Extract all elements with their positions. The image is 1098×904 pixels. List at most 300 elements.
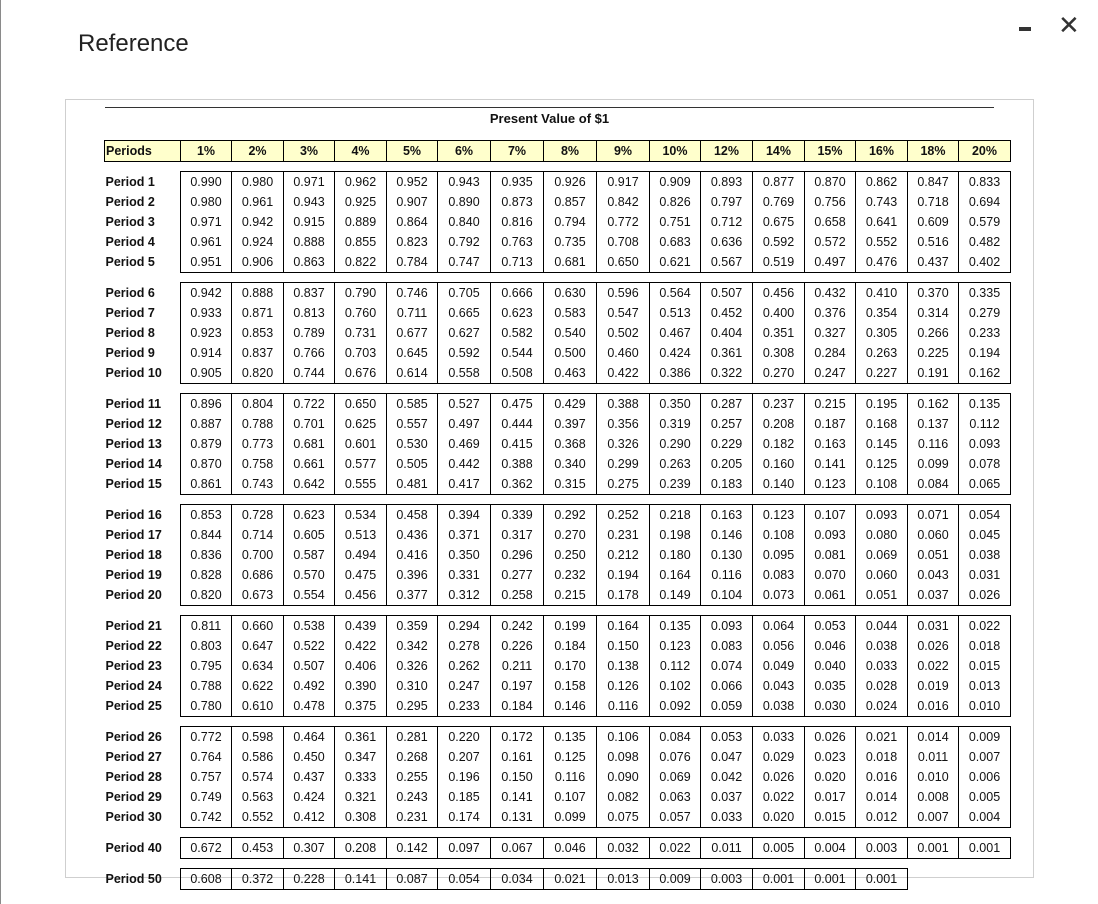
group-spacer [105, 859, 1011, 869]
table-row [105, 363, 1011, 384]
pv-cell: 0.080 [856, 525, 908, 545]
minimize-icon [1019, 27, 1031, 31]
pv-cell: 0.211 [491, 656, 544, 676]
table-row [105, 232, 1011, 252]
pv-cell: 0.150 [491, 767, 544, 787]
pv-cell: 0.453 [232, 838, 284, 859]
pv-cell: 0.507 [701, 283, 753, 304]
header-rate: 3% [284, 141, 335, 162]
period-label: Period 19 [105, 565, 181, 585]
pv-cell: 0.870 [181, 454, 232, 474]
pv-cell: 0.769 [753, 192, 805, 212]
pv-cell: 0.083 [701, 636, 753, 656]
pv-cell: 0.090 [597, 767, 650, 787]
pv-cell: 0.022 [650, 838, 701, 859]
pv-cell: 0.442 [438, 454, 491, 474]
pv-cell: 0.266 [908, 323, 959, 343]
pv-cell: 0.614 [387, 363, 438, 384]
pv-cell: 0.794 [544, 212, 597, 232]
pv-cell: 0.914 [181, 343, 232, 363]
pv-cell: 0.623 [491, 303, 544, 323]
pv-cell: 0.623 [284, 505, 335, 526]
period-label: Period 21 [105, 616, 181, 637]
pv-cell: 0.021 [856, 727, 908, 748]
pv-cell: 0.093 [856, 505, 908, 526]
table-row [105, 343, 1011, 363]
pv-cell: 0.415 [491, 434, 544, 454]
pv-cell: 0.522 [284, 636, 335, 656]
pv-cell: 0.123 [650, 636, 701, 656]
pv-cell: 0.475 [491, 394, 544, 415]
pv-cell: 0.980 [181, 192, 232, 212]
pv-cell: 0.469 [438, 434, 491, 454]
pv-cell: 0.570 [284, 565, 335, 585]
pv-cell: 0.625 [335, 414, 387, 434]
pv-cell: 0.538 [284, 616, 335, 637]
pv-cell: 0.713 [491, 252, 544, 273]
pv-cell: 0.634 [232, 656, 284, 676]
pv-cell: 0.482 [959, 232, 1011, 252]
period-label: Period 17 [105, 525, 181, 545]
pv-cell: 0.840 [438, 212, 491, 232]
pv-cell: 0.763 [491, 232, 544, 252]
header-rate: 8% [544, 141, 597, 162]
pv-cell: 0.098 [597, 747, 650, 767]
pv-cell: 0.180 [650, 545, 701, 565]
pv-cell: 0.804 [232, 394, 284, 415]
table-row [105, 323, 1011, 343]
period-label: Period 4 [105, 232, 181, 252]
table-row [105, 454, 1011, 474]
pv-cell: 0.277 [491, 565, 544, 585]
pv-cell: 0.284 [805, 343, 856, 363]
pv-cell: 0.587 [284, 545, 335, 565]
pv-cell: 0.564 [650, 283, 701, 304]
pv-cell: 0.178 [597, 585, 650, 606]
pv-cell: 0.020 [753, 807, 805, 828]
pv-cell: 0.863 [284, 252, 335, 273]
header-rate: 12% [701, 141, 753, 162]
pv-cell: 0.371 [438, 525, 491, 545]
pv-cell: 0.028 [856, 676, 908, 696]
pv-cell: 0.198 [650, 525, 701, 545]
pv-cell: 0.135 [544, 727, 597, 748]
pv-cell: 0.650 [335, 394, 387, 415]
period-label: Period 9 [105, 343, 181, 363]
pv-cell: 0.141 [805, 454, 856, 474]
pv-cell: 0.877 [753, 172, 805, 193]
header-rate: 5% [387, 141, 438, 162]
pv-cell: 0.507 [284, 656, 335, 676]
pv-cell: 0.605 [284, 525, 335, 545]
table-row [105, 434, 1011, 454]
pv-cell: 0.396 [387, 565, 438, 585]
table-row [105, 747, 1011, 767]
pv-cell: 0.033 [701, 807, 753, 828]
pv-cell: 0.056 [753, 636, 805, 656]
pv-cell: 0.270 [544, 525, 597, 545]
pv-cell: 0.053 [805, 616, 856, 637]
table-row [105, 636, 1011, 656]
pv-cell: 0.112 [650, 656, 701, 676]
pv-cell: 0.554 [284, 585, 335, 606]
table-row [105, 616, 1011, 637]
table-row [105, 414, 1011, 434]
pv-cell: 0.828 [181, 565, 232, 585]
pv-cell: 0.661 [284, 454, 335, 474]
pv-cell: 0.004 [959, 807, 1011, 828]
pv-cell: 0.703 [335, 343, 387, 363]
pv-cell: 0.228 [284, 869, 335, 890]
table-row [105, 545, 1011, 565]
period-label: Period 5 [105, 252, 181, 273]
pv-cell: 0.011 [908, 747, 959, 767]
group-spacer [105, 273, 1011, 283]
pv-cell: 0.043 [908, 565, 959, 585]
pv-cell: 0.572 [805, 232, 856, 252]
pv-cell: 0.033 [753, 727, 805, 748]
pv-cell: 0.243 [387, 787, 438, 807]
pv-cell: 0.579 [959, 212, 1011, 232]
pv-cell: 0.108 [753, 525, 805, 545]
pv-cell: 0.093 [805, 525, 856, 545]
period-label: Period 3 [105, 212, 181, 232]
pv-cell: 0.037 [908, 585, 959, 606]
pv-cell: 0.402 [959, 252, 1011, 273]
pv-cell: 0.463 [544, 363, 597, 384]
pv-cell: 0.813 [284, 303, 335, 323]
pv-cell: 0.310 [387, 676, 438, 696]
period-label: Period 29 [105, 787, 181, 807]
pv-cell: 0.066 [701, 676, 753, 696]
pv-cell: 0.683 [650, 232, 701, 252]
pv-cell: 0.038 [856, 636, 908, 656]
header-rate: 2% [232, 141, 284, 162]
pv-cell: 0.070 [805, 565, 856, 585]
pv-cell: 0.016 [856, 767, 908, 787]
pv-cell: 0.233 [959, 323, 1011, 343]
pv-cell: 0.658 [805, 212, 856, 232]
pv-cell: 0.935 [491, 172, 544, 193]
close-icon: ✕ [1058, 10, 1080, 40]
table-row [105, 505, 1011, 526]
pv-cell: 0.141 [335, 869, 387, 890]
pv-cell: 0.907 [387, 192, 438, 212]
pv-cell: 0.795 [181, 656, 232, 676]
pv-cell: 0.437 [284, 767, 335, 787]
header-rate: 4% [335, 141, 387, 162]
pv-cell: 0.673 [232, 585, 284, 606]
pv-cell: 0.037 [701, 787, 753, 807]
pv-cell: 0.233 [438, 696, 491, 717]
pv-cell: 0.057 [650, 807, 701, 828]
pv-cell: 0.686 [232, 565, 284, 585]
pv-cell: 0.372 [232, 869, 284, 890]
pv-cell: 0.731 [335, 323, 387, 343]
pv-cell: 0.361 [335, 727, 387, 748]
pv-cell: 0.642 [284, 474, 335, 495]
pv-cell: 0.887 [181, 414, 232, 434]
pv-cell: 0.861 [181, 474, 232, 495]
pv-cell: 0.803 [181, 636, 232, 656]
pv-cell: 0.158 [544, 676, 597, 696]
pv-cell: 0.339 [491, 505, 544, 526]
period-label: Period 18 [105, 545, 181, 565]
pv-cell: 0.287 [701, 394, 753, 415]
pv-cell: 0.123 [753, 505, 805, 526]
pv-cell: 0.015 [959, 656, 1011, 676]
pv-cell: 0.749 [181, 787, 232, 807]
pv-cell: 0.971 [284, 172, 335, 193]
pv-cell: 0.747 [438, 252, 491, 273]
pv-cell: 0.315 [544, 474, 597, 495]
period-label: Period 30 [105, 807, 181, 828]
pv-cell: 0.608 [181, 869, 232, 890]
pv-cell: 0.005 [959, 787, 1011, 807]
header-rate: 1% [181, 141, 232, 162]
pv-cell: 0.327 [805, 323, 856, 343]
pv-cell: 0.397 [544, 414, 597, 434]
table-row [105, 676, 1011, 696]
pv-cell: 0.464 [284, 727, 335, 748]
pv-cell: 0.672 [181, 838, 232, 859]
pv-cell: 0.022 [753, 787, 805, 807]
period-label: Period 1 [105, 172, 181, 193]
pv-cell: 0.429 [544, 394, 597, 415]
pv-cell: 0.319 [650, 414, 701, 434]
pv-cell: 0.252 [597, 505, 650, 526]
pv-cell: 0.069 [650, 767, 701, 787]
header-rate: 18% [908, 141, 959, 162]
table-row [105, 525, 1011, 545]
table-title: Present Value of $1 [489, 111, 610, 126]
pv-cell: 0.067 [491, 838, 544, 859]
pv-cell: 0.722 [284, 394, 335, 415]
pv-cell: 0.006 [959, 767, 1011, 787]
pv-cell: 0.555 [335, 474, 387, 495]
pv-cell: 0.010 [908, 767, 959, 787]
table-row [105, 838, 1011, 859]
pv-cell: 0.547 [597, 303, 650, 323]
pv-cell: 0.170 [544, 656, 597, 676]
period-label: Period 22 [105, 636, 181, 656]
pv-cell: 0.742 [181, 807, 232, 828]
pv-cell: 0.093 [701, 616, 753, 637]
pv-cell: 0.262 [438, 656, 491, 676]
pv-cell: 0.743 [232, 474, 284, 495]
pv-cell: 0.458 [387, 505, 438, 526]
pv-cell: 0.645 [387, 343, 438, 363]
pv-cell: 0.711 [387, 303, 438, 323]
pv-cell: 0.047 [701, 747, 753, 767]
pv-cell: 0.051 [908, 545, 959, 565]
pv-cell: 0.492 [284, 676, 335, 696]
pv-cell: 0.168 [856, 414, 908, 434]
pv-cell: 0.263 [856, 343, 908, 363]
pv-cell: 0.836 [181, 545, 232, 565]
pv-cell: 0.530 [387, 434, 438, 454]
pv-cell: 0.331 [438, 565, 491, 585]
pv-cell: 0.137 [908, 414, 959, 434]
pv-cell: 0.422 [597, 363, 650, 384]
pv-cell: 0.005 [753, 838, 805, 859]
pv-cell: 0.150 [597, 636, 650, 656]
pv-cell: 0.208 [753, 414, 805, 434]
pv-cell: 0.026 [753, 767, 805, 787]
pv-cell: 0.184 [544, 636, 597, 656]
pv-cell: 0.076 [650, 747, 701, 767]
pv-cell: 0.182 [753, 434, 805, 454]
pv-cell: 0.359 [387, 616, 438, 637]
pv-cell: 0.476 [856, 252, 908, 273]
pv-cell: 0.792 [438, 232, 491, 252]
pv-cell: 0.962 [335, 172, 387, 193]
pv-cell: 0.019 [908, 676, 959, 696]
pv-cell: 0.014 [856, 787, 908, 807]
group-spacer [105, 162, 1011, 172]
pv-cell: 0.574 [232, 767, 284, 787]
pv-cell: 0.675 [753, 212, 805, 232]
table-row [105, 696, 1011, 717]
close-button[interactable] [1058, 10, 1080, 40]
pv-cell: 0.751 [650, 212, 701, 232]
header-row [105, 141, 1011, 162]
pv-cell: 0.007 [908, 807, 959, 828]
period-label: Period 7 [105, 303, 181, 323]
pv-cell: 0.701 [284, 414, 335, 434]
pv-cell: 0.312 [438, 585, 491, 606]
pv-cell: 0.013 [959, 676, 1011, 696]
pv-cell: 0.864 [387, 212, 438, 232]
pv-cell: 0.296 [491, 545, 544, 565]
pv-cell: 0.784 [387, 252, 438, 273]
pv-cell: 0.961 [181, 232, 232, 252]
pv-cell: 0.138 [597, 656, 650, 676]
pv-cell: 0.879 [181, 434, 232, 454]
pv-cell: 0.361 [701, 343, 753, 363]
pv-cell: 0.906 [232, 252, 284, 273]
pv-cell: 0.820 [181, 585, 232, 606]
pv-cell: 0.255 [387, 767, 438, 787]
pv-cell: 0.093 [959, 434, 1011, 454]
pv-cell: 0.712 [701, 212, 753, 232]
pv-cell: 0.258 [491, 585, 544, 606]
pv-cell: 0.030 [805, 696, 856, 717]
pv-cell: 0.212 [597, 545, 650, 565]
pv-cell: 0.112 [959, 414, 1011, 434]
pv-cell: 0.961 [232, 192, 284, 212]
pv-cell: 0.820 [232, 363, 284, 384]
header-rate: 15% [805, 141, 856, 162]
pv-cell: 0.194 [597, 565, 650, 585]
pv-cell: 0.146 [701, 525, 753, 545]
pv-cell: 0.014 [908, 727, 959, 748]
pv-cell: 0.681 [284, 434, 335, 454]
pv-cell: 0.161 [491, 747, 544, 767]
table-row [105, 172, 1011, 193]
pv-cell: 0.215 [805, 394, 856, 415]
pv-cell: 0.263 [650, 454, 701, 474]
pv-cell: 0.001 [753, 869, 805, 890]
pv-cell: 0.926 [544, 172, 597, 193]
pv-cell: 0.758 [232, 454, 284, 474]
pv-cell: 0.888 [284, 232, 335, 252]
pv-cell: 0.610 [232, 696, 284, 717]
header-rate: 6% [438, 141, 491, 162]
group-spacer [105, 828, 1011, 838]
table-row [105, 869, 1011, 890]
pv-cell: 0.780 [181, 696, 232, 717]
present-value-table [104, 140, 1011, 890]
pv-cell: 0.424 [650, 343, 701, 363]
pv-cell: 0.862 [856, 172, 908, 193]
pv-cell: 0.508 [491, 363, 544, 384]
period-label: Period 10 [105, 363, 181, 384]
pv-cell: 0.952 [387, 172, 438, 193]
pv-cell: 0.909 [650, 172, 701, 193]
table-row [105, 394, 1011, 415]
pv-cell: 0.197 [491, 676, 544, 696]
pv-cell: 0.218 [650, 505, 701, 526]
pv-cell: 0.942 [181, 283, 232, 304]
pv-cell: 0.475 [335, 565, 387, 585]
pv-cell: 0.586 [232, 747, 284, 767]
pv-cell: 0.026 [805, 727, 856, 748]
pv-cell: 0.010 [959, 696, 1011, 717]
pv-cell: 0.666 [491, 283, 544, 304]
period-label: Period 12 [105, 414, 181, 434]
pv-cell: 0.335 [959, 283, 1011, 304]
pv-cell: 0.677 [387, 323, 438, 343]
pv-cell: 0.317 [491, 525, 544, 545]
pv-cell: 0.102 [650, 676, 701, 696]
pv-cell: 0.596 [597, 283, 650, 304]
pv-cell: 0.095 [753, 545, 805, 565]
pv-cell: 0.020 [805, 767, 856, 787]
pv-cell: 0.018 [856, 747, 908, 767]
pv-cell: 0.107 [544, 787, 597, 807]
pv-cell: 0.130 [701, 545, 753, 565]
header-rate: 20% [959, 141, 1011, 162]
period-label: Period 26 [105, 727, 181, 748]
pv-cell: 0.826 [650, 192, 701, 212]
pv-cell: 0.844 [181, 525, 232, 545]
pv-cell: 0.106 [597, 727, 650, 748]
pv-cell: 0.322 [701, 363, 753, 384]
pv-cell: 0.500 [544, 343, 597, 363]
pv-cell: 0.001 [856, 869, 908, 890]
pv-cell: 0.163 [805, 434, 856, 454]
pv-cell: 0.008 [908, 787, 959, 807]
period-label: Period 25 [105, 696, 181, 717]
pv-cell: 0.022 [959, 616, 1011, 637]
pv-cell: 0.388 [597, 394, 650, 415]
minimize-button[interactable] [1016, 24, 1034, 34]
pv-cell: 0.350 [438, 545, 491, 565]
pv-cell: 0.766 [284, 343, 335, 363]
pv-cell: 0.116 [908, 434, 959, 454]
pv-cell: 0.893 [701, 172, 753, 193]
pv-cell: 0.007 [959, 747, 1011, 767]
pv-cell: 0.888 [232, 283, 284, 304]
pv-cell: 0.412 [284, 807, 335, 828]
pv-cell: 0.015 [805, 807, 856, 828]
pv-cell: 0.185 [438, 787, 491, 807]
pv-cell: 0.053 [701, 727, 753, 748]
pv-cell: 0.131 [491, 807, 544, 828]
pv-cell: 0.494 [335, 545, 387, 565]
pv-cell: 0.971 [181, 212, 232, 232]
